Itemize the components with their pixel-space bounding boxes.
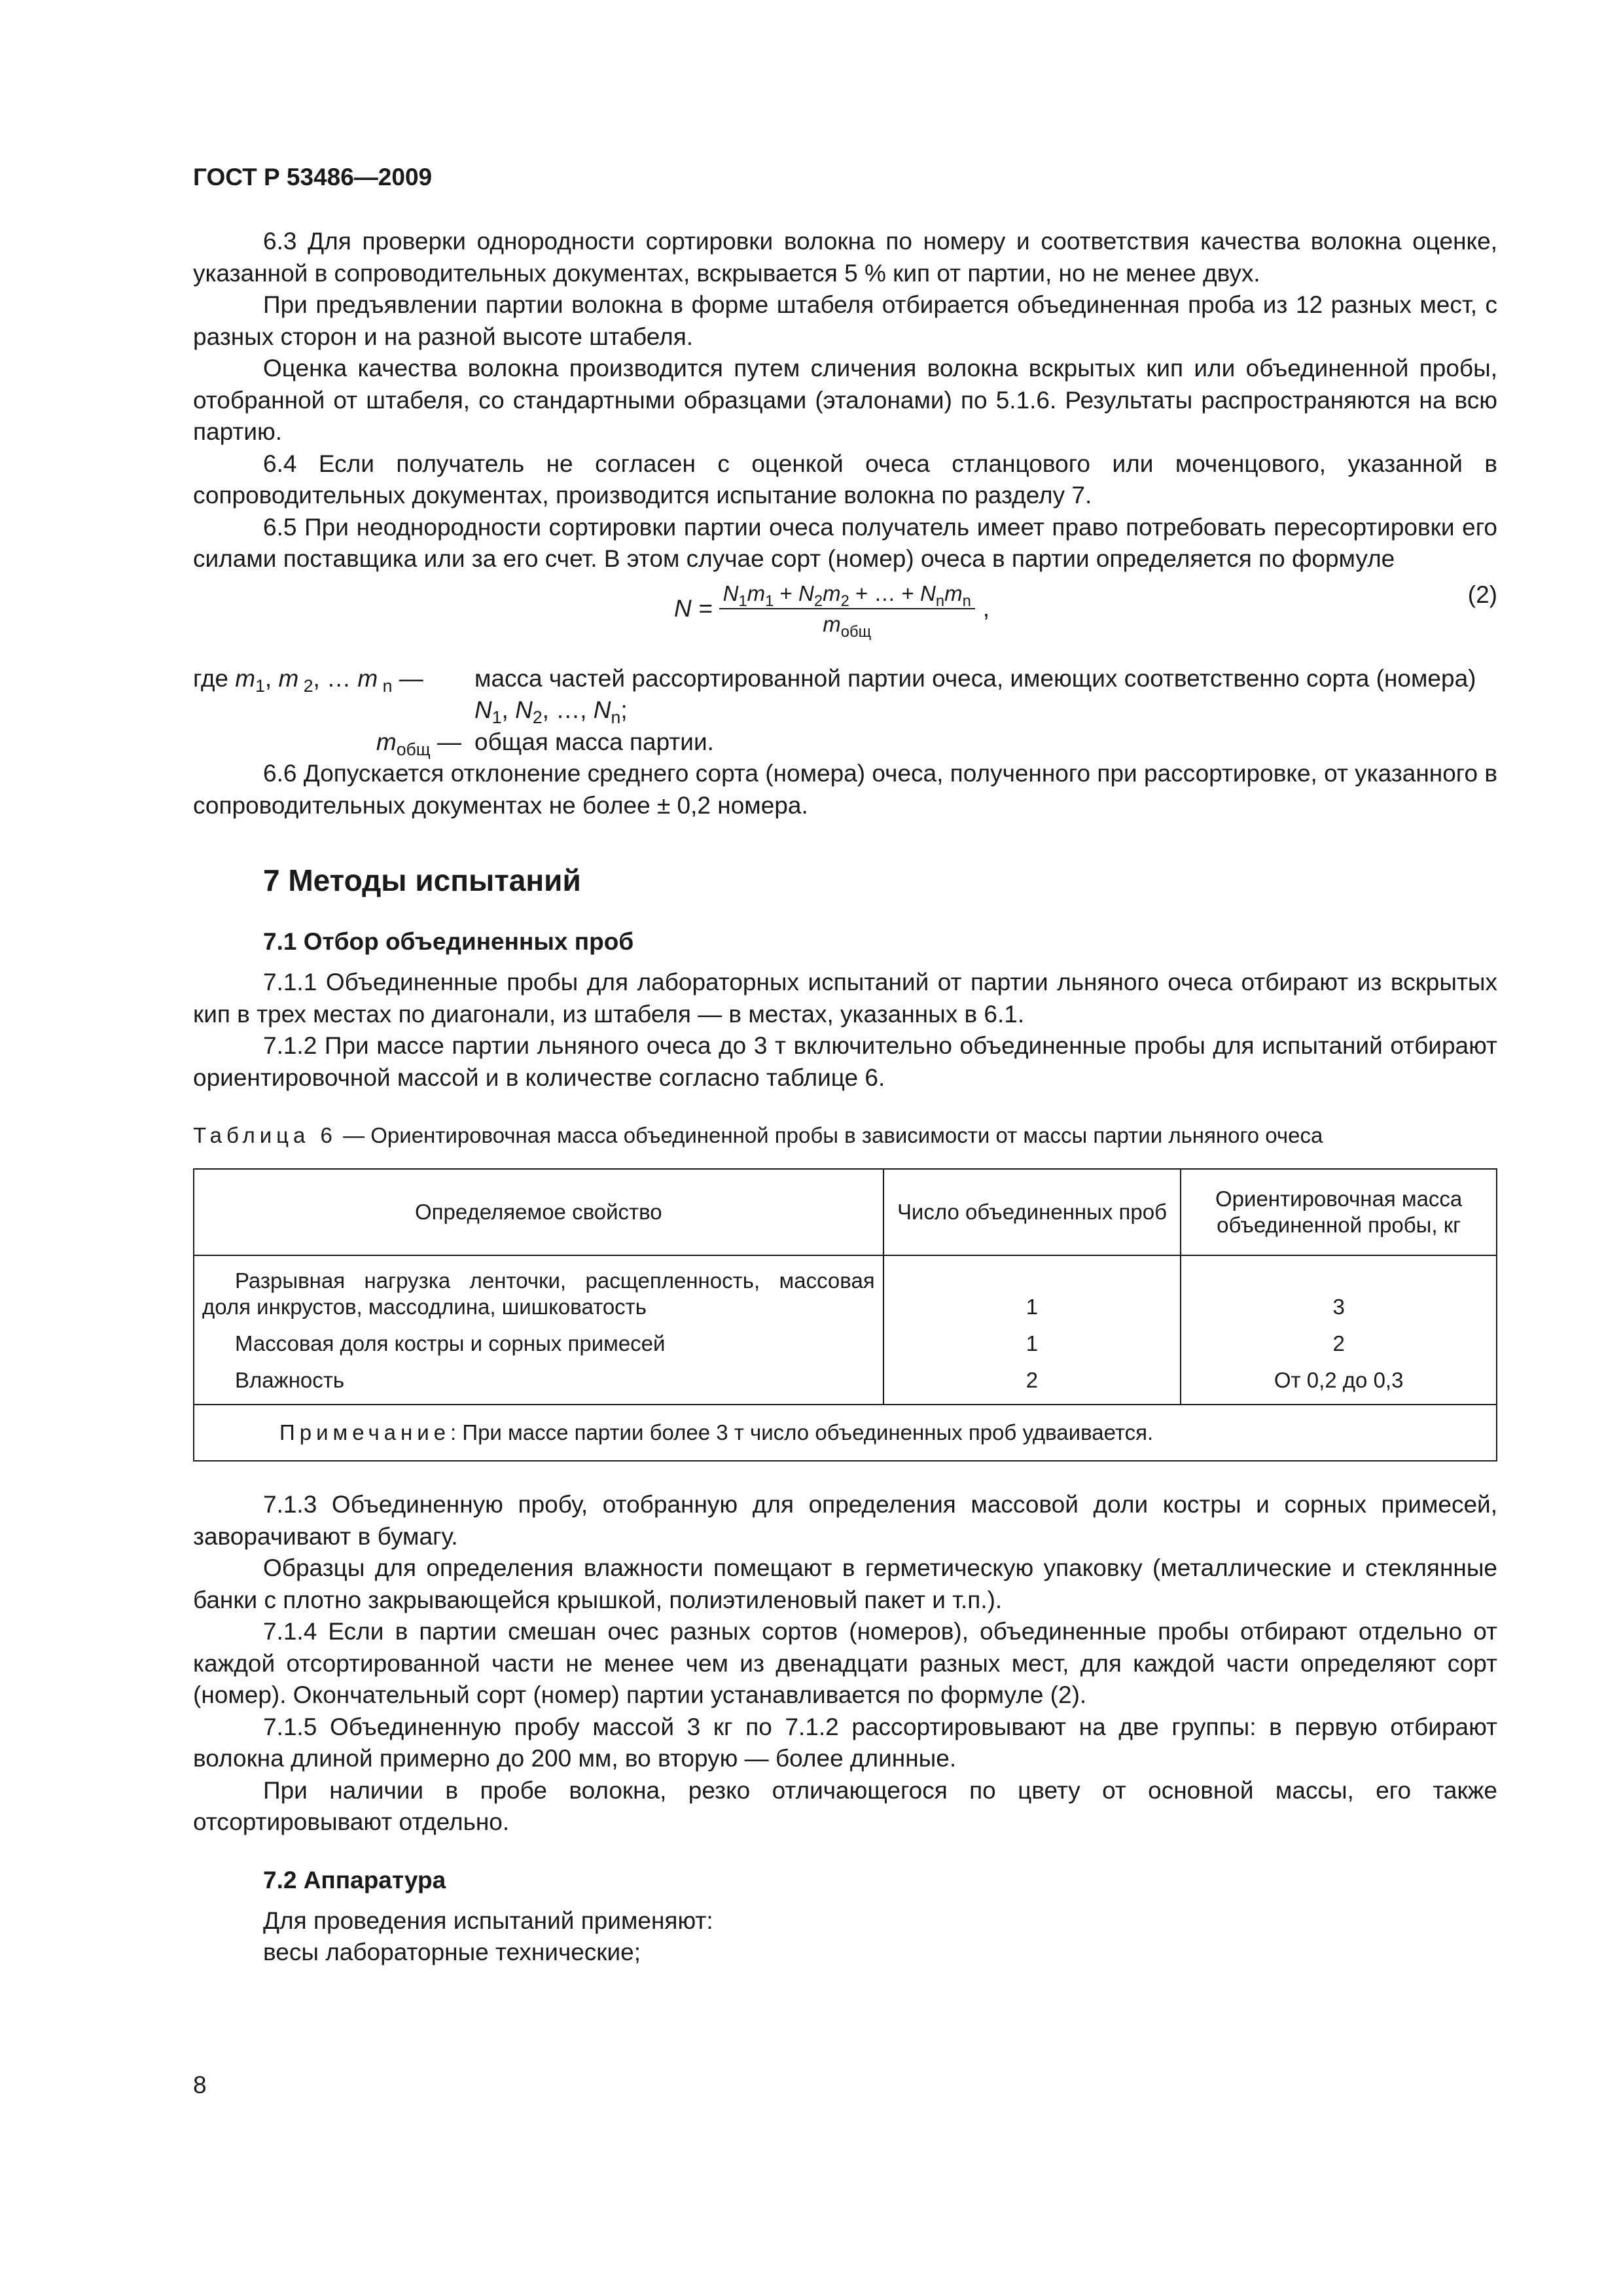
formula-2 <box>193 579 1497 651</box>
paragraph-moisture-samples: Образцы для определения влажности помещают в герметическую упаковку (металлические и стеклянные банки с плотно закрывающейся крышкой, полиэтиленовый пакет и т.п.). <box>193 1554 1497 1613</box>
legend-label-total: $m_{общ}$ — <box>376 728 461 759</box>
legend-label-masses: где $m_1$, m $_2$, … m $_n$ — <box>193 664 423 696</box>
table-cell-mass: От 0,2 до 0,3 <box>1181 1362 1497 1405</box>
table-cell-property: Влажность <box>194 1362 883 1405</box>
paragraph-7-1-2: 7.1.2 При массе партии льняного очеса до 3 т включительно объединенные пробы для испытаний отбирают ориентировочной массой и в количестве согласно таблице 6. <box>193 1032 1497 1091</box>
paragraph-6-5: 6.5 При неоднородности сортировки партии очеса получатель имеет право потребовать пересортировки его силами поставщика или за его счет. В этом случае сорт (номер) очеса в партии определяется по формуле <box>193 513 1497 572</box>
subsection-7-2-heading: 7.2 Аппаратура <box>263 1866 446 1893</box>
table-cell-mass: 3 <box>1181 1255 1497 1325</box>
paragraph-6-3: 6.3 Для проверки однородности сортировки волокна по номеру и соответствия качества волокна оценке, указанной в сопроводительных документах, вскрывается 5 % кип от партии, но не менее двух. <box>193 228 1497 287</box>
table-cell-count: 1 <box>883 1255 1181 1325</box>
paragraph-apparatus-scales: весы лабораторные технические; <box>263 1939 641 1965</box>
paragraph-color-sorting: При наличии в пробе волокна, резко отличающегося по цвету от основной массы, его также отсортировывают отдельно. <box>193 1776 1497 1835</box>
paragraph-7-1-1: 7.1.1 Объединенные пробы для лабораторных испытаний от партии льняного очеса отбирают из вскрытых кип в трех местах по диагонали, из штабеля — в местах, указанных в 6.1. <box>193 969 1497 1028</box>
legend-def-masses: масса частей рассортированной партии очеса, имеющих соответственно сорта (номера) $N_1$, $N_2$, …, $N_n$; <box>474 664 1476 727</box>
formula-lhs: N = <box>674 595 713 622</box>
formula-number: (2) <box>1467 581 1497 608</box>
table-6 <box>193 1168 1497 1462</box>
table-row <box>194 1325 1497 1362</box>
paragraph-7-1-4: 7.1.4 Если в партии смешан очес разных сортов (номеров), объединенные пробы отбирают отдельно от каждой отсортированной части не менее чем из двенадцати разных мест, для каждой части определяют сорт (номер). Окончательный сорт (номер) партии устанавливается по формуле (2). <box>193 1618 1497 1708</box>
formula-denominator: $m_{общ}$ <box>823 611 872 641</box>
paragraph-6-6: 6.6 Допускается отклонение среднего сорта (номера) очеса, полученного при рассортировке, от указанного в сопроводительных документах не более ± 0,2 номера. <box>193 760 1497 819</box>
paragraph-apparatus-intro: Для проведения испытаний применяют: <box>263 1907 713 1934</box>
paragraph-stack-sample: При предъявлении партии волокна в форме штабеля отбирается объединенная проба из 12 разных мест, с разных сторон и на разной высоте штабеля. <box>193 291 1497 350</box>
table-header-count: Число объединенных проб <box>883 1169 1181 1255</box>
table-note: Примечание: При массе партии более 3 т число объединенных проб удваивается. <box>194 1405 1497 1461</box>
formula-legend <box>193 663 1497 759</box>
table-6-caption: Таблица 6 — Ориентировочная масса объединенной пробы в зависимости от массы партии льняного очеса <box>193 1123 1323 1147</box>
table-header-mass: Ориентировочная масса объединенной пробы, кг <box>1181 1169 1497 1255</box>
section-7-heading: 7 Методы испытаний <box>263 863 581 897</box>
table-cell-property: Разрывная нагрузка ленточки, расщепленность, массовая доля инкрустов, массодлина, шишковатость <box>194 1255 883 1325</box>
formula-expression <box>674 579 990 639</box>
table-row <box>194 1255 1497 1325</box>
formula-numerator: $N_1m_1 + N_2m_2$ + … + $N_nm_n$ <box>719 579 975 609</box>
table-cell-count: 1 <box>883 1325 1181 1362</box>
table-note-row <box>194 1405 1497 1461</box>
table-header-row <box>194 1169 1497 1255</box>
formula-comma: , <box>982 595 990 622</box>
table-header-property: Определяемое свойство <box>194 1169 883 1255</box>
table-cell-property: Массовая доля костры и сорных примесей <box>194 1325 883 1362</box>
legend-def-total: общая масса партии. <box>474 728 714 755</box>
paragraph-quality-assessment: Оценка качества волокна производится путем сличения волокна вскрытых кип или объединенной пробы, отобранной от штабеля, со стандартными образцами (эталонами) по 5.1.6. Результаты распространяются на всю партию. <box>193 355 1497 445</box>
paragraph-7-1-5: 7.1.5 Объединенную пробу массой 3 кг по 7.1.2 рассортировывают на две группы: в первую отбирают волокна длиной примерно до 200 мм, во вторую — более длинные. <box>193 1713 1497 1772</box>
document-header-id: ГОСТ Р 53486—2009 <box>193 164 433 190</box>
table-row <box>194 1362 1497 1405</box>
paragraph-7-1-3: 7.1.3 Объединенную пробу, отобранную для определения массовой доли костры и сорных примесей, заворачивают в бумагу. <box>193 1491 1497 1550</box>
paragraph-6-4: 6.4 Если получатель не согласен с оценкой очеса стланцового или моченцового, указанной в сопроводительных документах, производится испытание волокна по разделу 7. <box>193 450 1497 509</box>
subsection-7-1-heading: 7.1 Отбор объединенных проб <box>263 928 634 955</box>
table-cell-mass: 2 <box>1181 1325 1497 1362</box>
document-body <box>193 226 1497 1969</box>
page-number: 8 <box>193 2072 207 2098</box>
table-cell-count: 2 <box>883 1362 1181 1405</box>
formula-fraction <box>719 579 975 639</box>
